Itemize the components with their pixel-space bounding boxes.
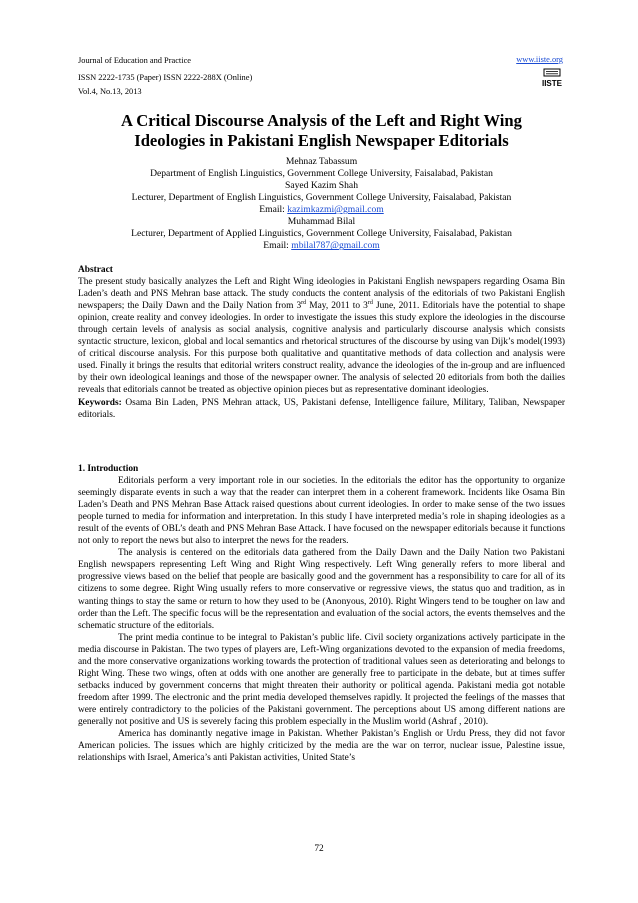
- keywords-text: Osama Bin Laden, PNS Mehran attack, US, Pakistani defense, Intelligence failure, Military, Taliban, Newspaper editorials.: [78, 397, 565, 420]
- author-3-name: Muhammad Bilal: [287, 216, 356, 228]
- journal-url-link[interactable]: www.iiste.org: [516, 55, 563, 64]
- introduction-section: [78, 463, 565, 764]
- journal-name: Journal of Education and Practice: [78, 56, 192, 65]
- abstract-paragraph: The present study basically analyzes the Left and Right Wing ideologies in Pakistani English newspapers regarding Osama Bin Laden’s death and PNS Mehran base attack. The study conducts the content analysis of the editorials of two Pakistani English newspapers; the Daily Dawn and the Daily Nation from 3rd May, 2011 to 3rd June, 2011. Editorials have the potential to shape opinion, create reality and convey ideologies. In order to investigate the issues this study explore the ideologies in the discourse through certain levels of analysis as social analysis, cognitive analysis and particularly discourse analysis which consists syntactic structure, lexicon, global and local semantics and rhetorical structures of the discourse by using van Dijk’s model(1993) of critical discourse analysis. For this purpose both qualitative and quantitative methods of data collection and analysis were used. Finally it brings the results that editorial writers construct reality, advance the ideologies of the in-group and are influenced by their own ideological leanings and those of the newspaper owner. The analysis of selected 20 editorials from both the dailies reveals that editorials cannot be treated as objective opinion pieces but as representative dominant ideologies.: [78, 277, 565, 396]
- author-1-affiliation: Department of English Linguistics, Government College University, Faisalabad, Pakistan: [150, 168, 493, 180]
- page-number: 72: [314, 844, 324, 854]
- author-3-affiliation: Lecturer, Department of Applied Linguistics, Government College University, Faisalabad, Pakistan: [131, 228, 512, 240]
- author-2-email-link[interactable]: kazimkazmi@gmail.com: [287, 204, 384, 216]
- keywords-line: [78, 397, 565, 421]
- author-3-email-line: [78, 240, 565, 252]
- abstract-heading: Abstract: [78, 265, 113, 275]
- intro-paragraph-1: Editorials perform a very important role in our societies. In the editorials the editor has the opportunity to organize seemingly disparate events in such a way that the reader can interpret them in a coherent framework. Incidents like Osama Bin Laden’s Death and PNS Mehran Base Attack raised questions about current ideologies. In order to make sense of the two issues people turned to media for information and interpretation. In this study I have interpreted media’s role in shaping ideologies as a result of the events of OBL’s death and PNS Mehran Base Attack. I have focused on the newspaper editorials because it functions not only to report the news but also to interpret the news for the readers.: [78, 476, 565, 547]
- abstract-section: [78, 264, 565, 421]
- author-1-name: Mehnaz Tabassum: [285, 156, 358, 167]
- paper-title: [78, 111, 565, 151]
- journal-issn: ISSN 2222-1735 (Paper) ISSN 2222-288X (Online): [78, 73, 253, 82]
- intro-paragraph-4: America has dominantly negative image in Pakistan. Whether Pakistan’s English or Urdu Press, they did not favor American policies. The issues which are highly criticized by the media are the war on terror, nuclear issue, Palestine issue, relationships with Israel, America’s anti Pakistan activities, United State’s: [78, 729, 565, 764]
- author-2-affiliation: Lecturer, Department of English Linguistics, Government College University, Faisalabad, Pakistan: [131, 192, 512, 204]
- email-label: Email:: [263, 240, 292, 252]
- journal-volume: Vol.4, No.13, 2013: [78, 87, 142, 96]
- author-2-email-line: [78, 204, 565, 216]
- intro-paragraph-3: The print media continue to be integral to Pakistan’s public life. Civil society organizations actively participate in the media discourse in Pakistan. The two types of players are, Left-Wing organizations devoted to the expansion of media freedoms, and the more conservative organizations working towards the protection of traditional values seen as deteriorating and belongs to Right Wing. These two wings, often at odds with one another are generally free to participate in the debate, but at times suffer setbacks induced by government concerns that might threaten their authority or political agenda. Pakistani media got notable freedom after 1999. The electronic and the print media developed themselves rapidly. It projected the feelings of the masses that were entirely contradictory to the policies of the Pakistani government. The perceptions about US among different nations are generally not positive and US is severely facing this problem especially in the Muslim world (Ashraf , 2010).: [78, 632, 565, 727]
- intro-paragraph-2: The analysis is centered on the editorials data gathered from the Daily Dawn and the Daily Nation two Pakistani English newspapers representing Left Wing and Right Wing respectively. Left Wing generally refers to more liberal and progressive views based on the belief that people are basically good and the government has a responsibility to care for all of its citizens to some degree. Right Wing usually refers to more conservative or regressive views, the status quo and tradition, as in wanting things to stay the same or return to how they used to be (Anonyous, 2010). Right Wingers tend to be tougher on law and order than the Left. The specific focus will be the representation and evaluation of the social actors, the events themselves and the schematic structure of the editorials.: [78, 548, 565, 631]
- introduction-heading: 1. Introduction: [78, 464, 139, 474]
- title-line-2: Ideologies in Pakistani English Newspaper Editorials: [134, 131, 509, 150]
- logo-text: IISTE: [541, 79, 563, 88]
- author-2-name: Sayed Kazim Shah: [284, 180, 358, 192]
- author-3-email-link[interactable]: mbilal787@gmail.com: [291, 240, 380, 252]
- author-block: [78, 156, 565, 252]
- email-label: Email:: [259, 204, 288, 216]
- title-line-1: A Critical Discourse Analysis of the Left and Right Wing: [121, 111, 522, 130]
- iiste-logo: [540, 67, 564, 89]
- keywords-label: Keywords:: [78, 397, 122, 408]
